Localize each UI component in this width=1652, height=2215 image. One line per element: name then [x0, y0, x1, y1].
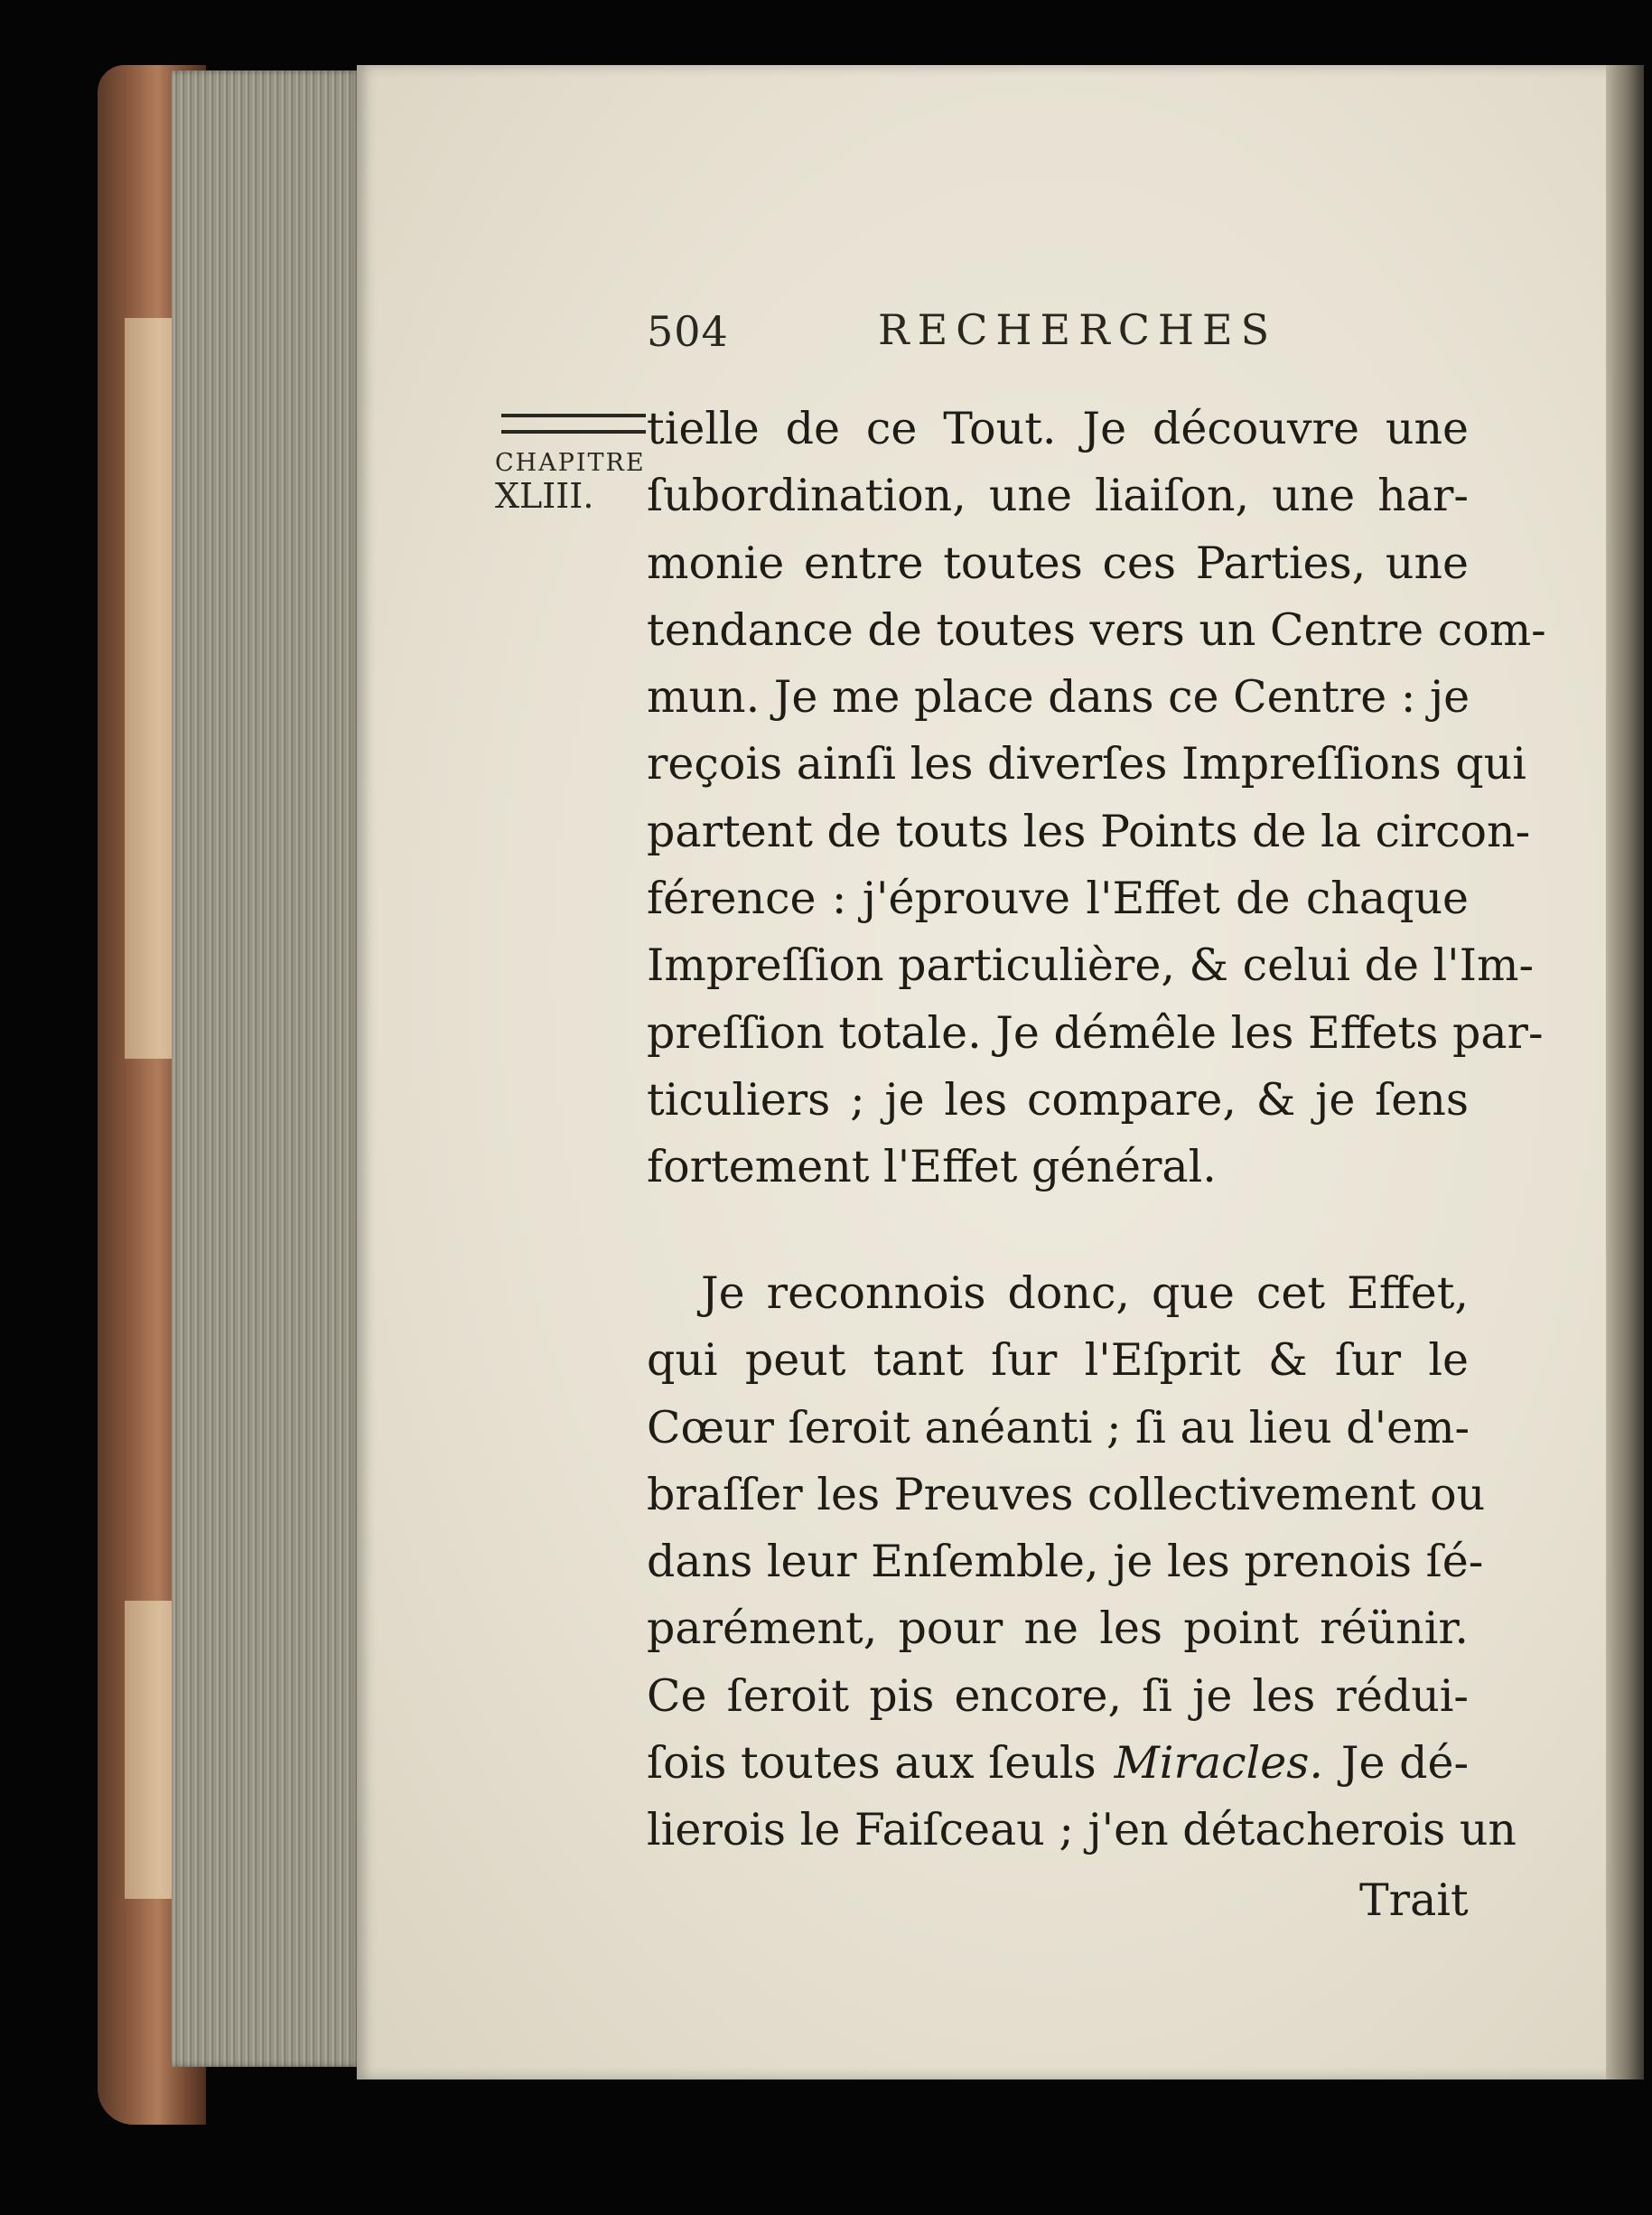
text-line: férence : j'éprouve l'Effet de chaque: [647, 873, 1469, 925]
text-line: monie entre toutes ces Parties, une: [647, 537, 1469, 589]
margin-rule: [501, 414, 646, 434]
text-line: ſubordination, une liaiſon, une har-: [647, 470, 1469, 522]
text-line: partent de touts les Points de la circon-: [647, 805, 1531, 857]
text-line-indented: Je reconnois donc, que cet Effet,: [701, 1267, 1469, 1319]
page-number: 504: [647, 307, 729, 356]
text-line-mixed: [647, 1730, 1469, 1797]
text-line: dans leur Enſemble, je les prenois ſé-: [647, 1536, 1484, 1588]
text-line: tielle de ce Tout. Je découvre une: [647, 403, 1469, 454]
text-line: Ce ſeroit pis encore, ſi je les rédui-: [647, 1669, 1469, 1722]
margin-chapter-number: XLIII.: [495, 476, 594, 516]
page-edges: [172, 70, 361, 2067]
text-line: braſſer les Preuves collectivement ou: [647, 1468, 1486, 1520]
text-line: preſſion totale. Je démêle les Effets par-: [647, 1006, 1544, 1059]
text-line-last: fortement l'Effet général.: [647, 1141, 1217, 1193]
text-line: mun. Je me place dans ce Centre : je: [647, 671, 1470, 724]
catchword: Trait: [1359, 1874, 1469, 1926]
text-segment-italic: Miracles.: [1114, 1737, 1323, 1790]
text-segment: ſois toutes aux ſeuls: [647, 1737, 1097, 1790]
text-line: ticuliers ; je les compare, & je ſens: [647, 1073, 1469, 1126]
text-line: Impreſſion particulière, & celui de l'Im-: [647, 939, 1535, 992]
running-head: RECHERCHES: [878, 305, 1278, 354]
book-gutter: [1606, 65, 1644, 2079]
paragraph-2: [647, 1260, 1517, 1865]
text-line: Cœur ſeroit anéanti ; ſi au lieu d'em-: [647, 1401, 1470, 1453]
text-line: lierois le Faiſceau ; j'en détacherois un: [647, 1804, 1517, 1856]
text-line: tendance de toutes vers un Centre com-: [647, 603, 1546, 656]
text-line: parément, pour ne les point réünir.: [647, 1603, 1469, 1655]
paragraph-1: [647, 396, 1546, 1201]
margin-chapter-label: CHAPITRE: [495, 449, 646, 477]
text-line: reçois ainſi les diverſes Impreſſions qui: [647, 738, 1526, 790]
text-segment: Je dé-: [1340, 1737, 1469, 1790]
text-line: qui peut tant ſur l'Eſprit & ſur le: [647, 1334, 1469, 1387]
